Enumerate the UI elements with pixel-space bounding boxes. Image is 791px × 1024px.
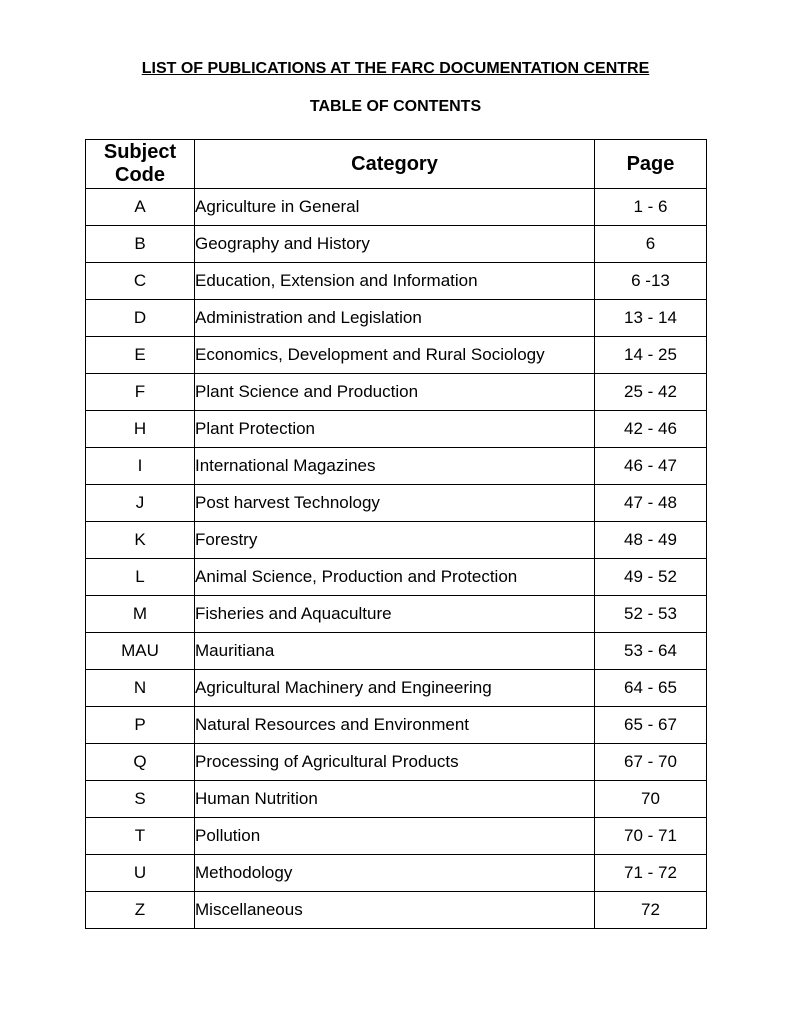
subject-code-header-line1: Subject	[103, 141, 177, 163]
category-cell: Economics, Development and Rural Sociology	[195, 337, 595, 374]
category-cell: Pollution	[195, 818, 595, 855]
table-header-row	[86, 140, 707, 189]
subject-code-cell: Z	[86, 892, 195, 929]
subject-code-cell: D	[86, 300, 195, 337]
table-row	[86, 485, 707, 522]
category-cell: International Magazines	[195, 448, 595, 485]
subject-code-cell: I	[86, 448, 195, 485]
subject-code-cell: F	[86, 374, 195, 411]
category-cell: Geography and History	[195, 226, 595, 263]
subject-code-cell: H	[86, 411, 195, 448]
page-range-cell: 46 - 47	[595, 448, 707, 485]
table-row	[86, 670, 707, 707]
subject-code-cell: E	[86, 337, 195, 374]
page-range-cell: 49 - 52	[595, 559, 707, 596]
page-range-cell: 70	[595, 781, 707, 818]
table-row	[86, 559, 707, 596]
subject-code-cell: N	[86, 670, 195, 707]
subject-code-cell: A	[86, 189, 195, 226]
page-range-cell: 42 - 46	[595, 411, 707, 448]
subject-code-header-line2: Code	[115, 164, 165, 186]
table-row	[86, 596, 707, 633]
category-cell: Education, Extension and Information	[195, 263, 595, 300]
table-row	[86, 448, 707, 485]
subject-code-cell: P	[86, 707, 195, 744]
contents-table	[85, 139, 707, 929]
category-cell: Natural Resources and Environment	[195, 707, 595, 744]
table-row	[86, 263, 707, 300]
subject-code-cell: M	[86, 596, 195, 633]
subject-code-cell: S	[86, 781, 195, 818]
table-row	[86, 337, 707, 374]
category-cell: Methodology	[195, 855, 595, 892]
subject-code-cell: K	[86, 522, 195, 559]
category-cell: Administration and Legislation	[195, 300, 595, 337]
subject-code-cell: L	[86, 559, 195, 596]
page-range-cell: 52 - 53	[595, 596, 707, 633]
category-cell: Animal Science, Production and Protection	[195, 559, 595, 596]
page-range-cell: 13 - 14	[595, 300, 707, 337]
page-range-cell: 6 -13	[595, 263, 707, 300]
table-row	[86, 411, 707, 448]
category-cell: Miscellaneous	[195, 892, 595, 929]
table-body	[86, 189, 707, 929]
subject-code-header	[86, 140, 195, 189]
page-range-cell: 6	[595, 226, 707, 263]
page-range-cell: 67 - 70	[595, 744, 707, 781]
subject-code-cell: B	[86, 226, 195, 263]
category-cell: Forestry	[195, 522, 595, 559]
category-cell: Mauritiana	[195, 633, 595, 670]
page-range-cell: 25 - 42	[595, 374, 707, 411]
page-range-cell: 70 - 71	[595, 818, 707, 855]
category-cell: Plant Protection	[195, 411, 595, 448]
category-cell: Processing of Agricultural Products	[195, 744, 595, 781]
page-range-cell: 71 - 72	[595, 855, 707, 892]
subject-code-cell: C	[86, 263, 195, 300]
category-cell: Human Nutrition	[195, 781, 595, 818]
table-row	[86, 781, 707, 818]
category-cell: Agricultural Machinery and Engineering	[195, 670, 595, 707]
table-row	[86, 744, 707, 781]
table-row	[86, 707, 707, 744]
table-row	[86, 855, 707, 892]
page-range-cell: 47 - 48	[595, 485, 707, 522]
table-row	[86, 633, 707, 670]
page-range-cell: 65 - 67	[595, 707, 707, 744]
category-cell: Fisheries and Aquaculture	[195, 596, 595, 633]
table-row	[86, 818, 707, 855]
category-cell: Post harvest Technology	[195, 485, 595, 522]
subject-code-cell: J	[86, 485, 195, 522]
page-range-cell: 72	[595, 892, 707, 929]
table-of-contents-heading: TABLE OF CONTENTS	[309, 98, 482, 115]
page-range-cell: 14 - 25	[595, 337, 707, 374]
table-row	[86, 189, 707, 226]
subject-code-cell: U	[86, 855, 195, 892]
subject-code-cell: Q	[86, 744, 195, 781]
table-row	[86, 226, 707, 263]
page-range-cell: 53 - 64	[595, 633, 707, 670]
page-range-cell: 1 - 6	[595, 189, 707, 226]
page-range-cell: 48 - 49	[595, 522, 707, 559]
table-row	[86, 892, 707, 929]
document-title: LIST OF PUBLICATIONS AT THE FARC DOCUMENTATION CENTRE	[141, 60, 650, 77]
table-row	[86, 300, 707, 337]
subject-code-cell: MAU	[86, 633, 195, 670]
table-row	[86, 374, 707, 411]
table-row	[86, 522, 707, 559]
subject-code-cell: T	[86, 818, 195, 855]
category-cell: Plant Science and Production	[195, 374, 595, 411]
category-header: Category	[195, 140, 595, 189]
page-header: Page	[595, 140, 707, 189]
category-cell: Agriculture in General	[195, 189, 595, 226]
page-range-cell: 64 - 65	[595, 670, 707, 707]
